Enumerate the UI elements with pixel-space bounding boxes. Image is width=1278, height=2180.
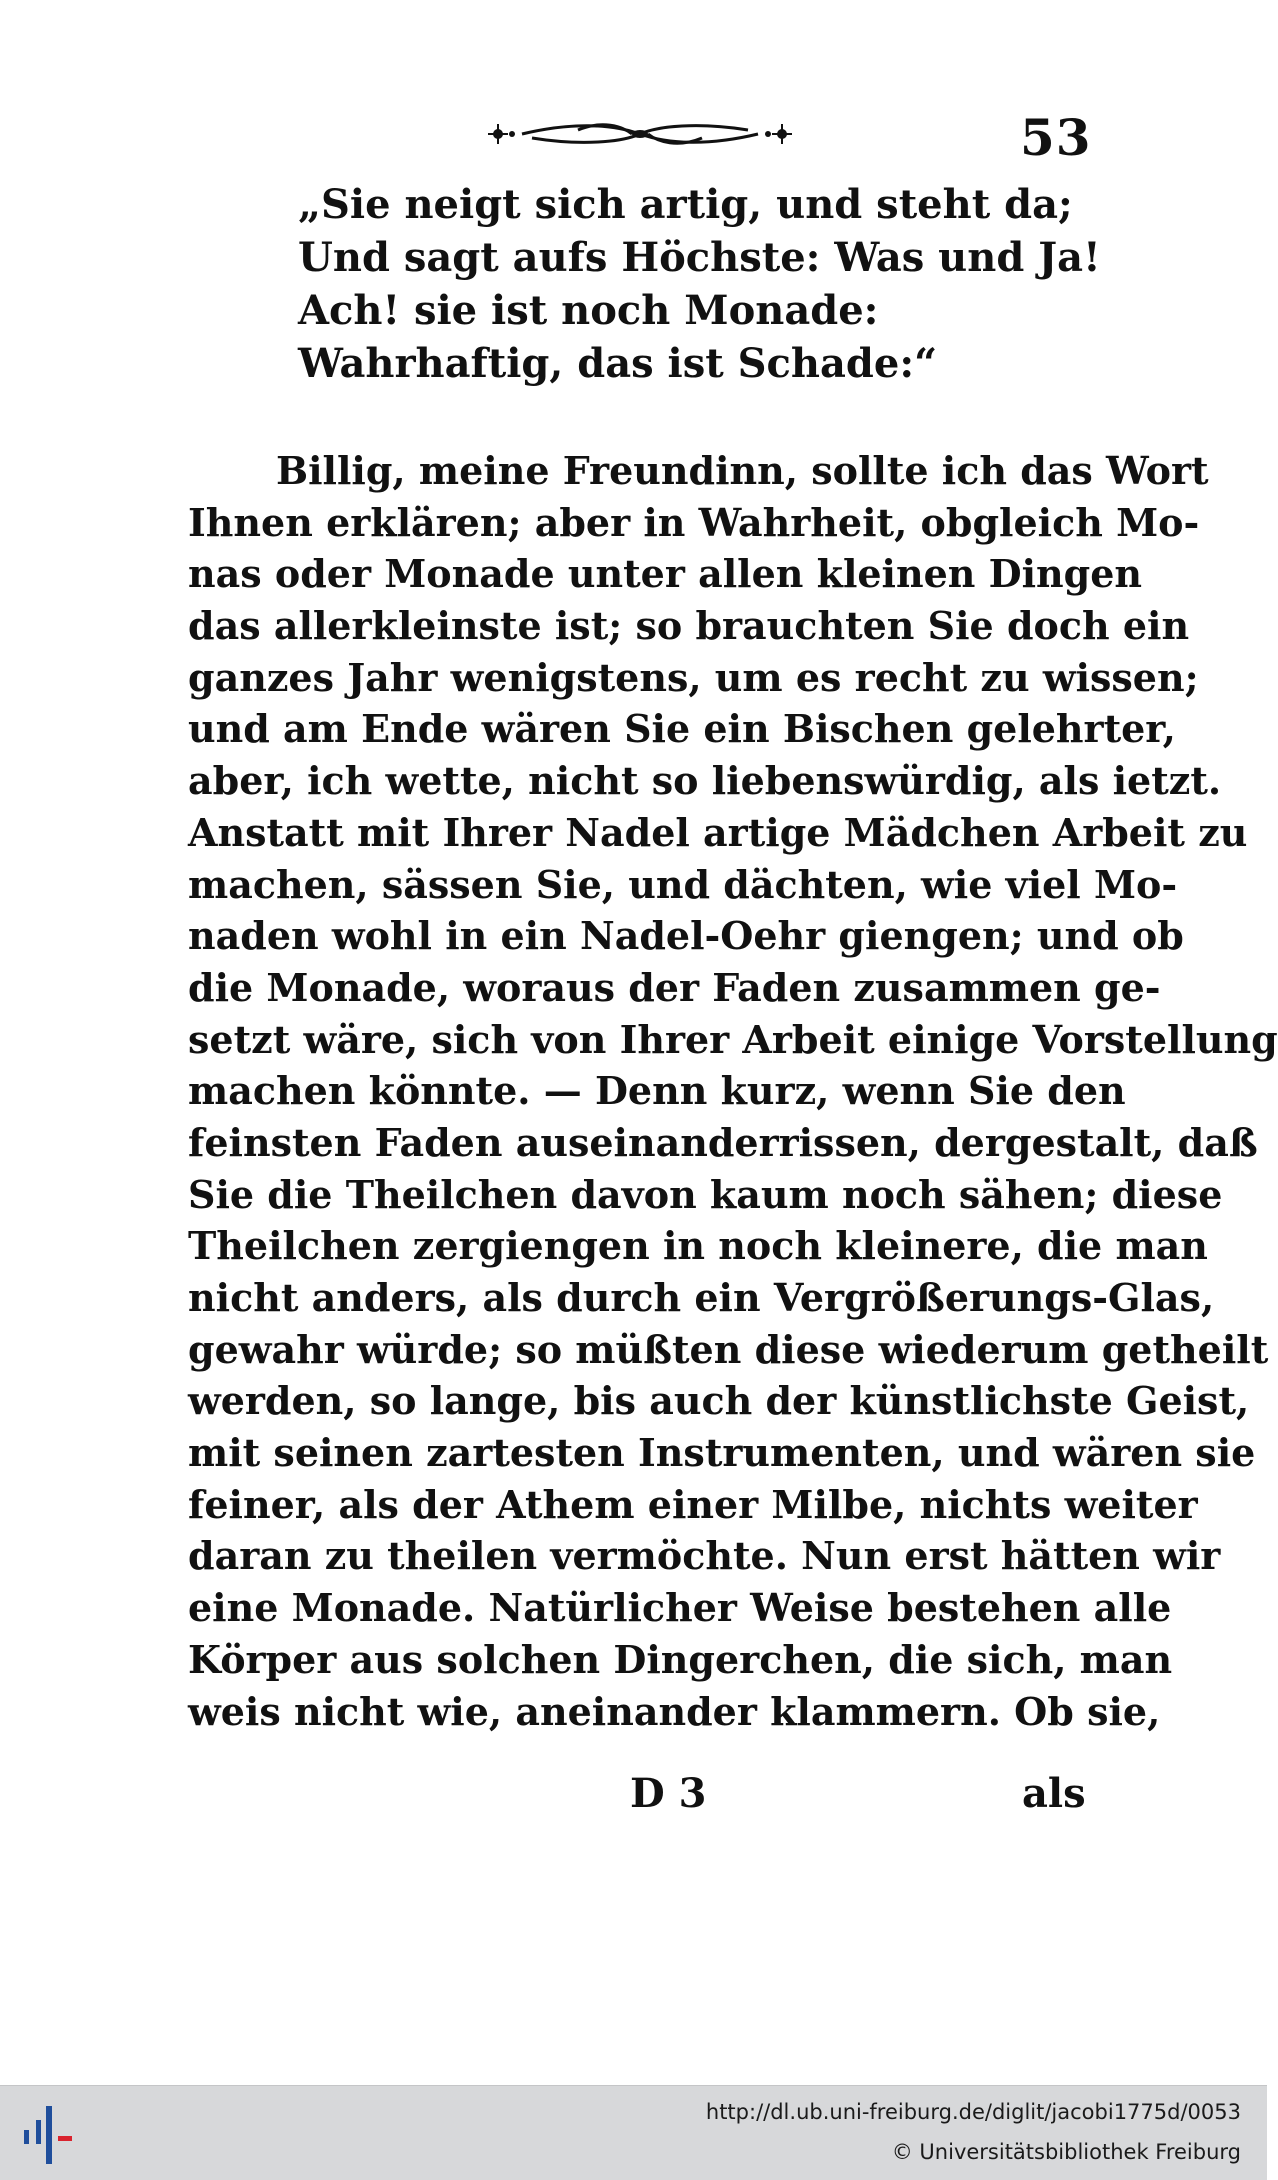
signature-mark: D 3 bbox=[630, 1770, 707, 1817]
prose-line: Körper aus solchen Dingerchen, die sich, man bbox=[188, 1636, 1173, 1682]
prose-line: feinsten Faden auseinanderrissen, dergestalt, daß bbox=[188, 1119, 1258, 1165]
library-logo-icon[interactable] bbox=[20, 2106, 76, 2164]
prose-line: Anstatt mit Ihrer Nadel artige Mädchen Arbeit zu bbox=[188, 809, 1248, 855]
prose-line: gewahr würde; so müßten diese wiederum getheilt bbox=[188, 1326, 1269, 1372]
prose-line: machen könnte. — Denn kurz, wenn Sie den bbox=[188, 1068, 1126, 1114]
verse-line: „Sie neigt sich artig, und steht da; bbox=[298, 181, 1073, 228]
prose-line: Sie die Theilchen davon kaum noch sähen; diese bbox=[188, 1171, 1223, 1217]
verse-line: Wahrhaftig, das ist Schade:“ bbox=[298, 340, 938, 387]
ornament-divider-icon bbox=[482, 112, 798, 156]
prose-line: das allerkleinste ist; so brauchten Sie doch ein bbox=[188, 603, 1190, 649]
prose-line: ganzes Jahr wenigstens, um es recht zu wissen; bbox=[188, 654, 1199, 700]
prose-line: eine Monade. Natürlicher Weise bestehen alle bbox=[188, 1585, 1172, 1631]
prose-paragraph bbox=[188, 445, 1278, 1737]
prose-line: nas oder Monade unter allen kleinen Dingen bbox=[188, 551, 1143, 597]
verse-line: Und sagt aufs Höchste: Was und Ja! bbox=[298, 234, 1101, 281]
prose-line: mit seinen zartesten Instrumenten, und wären sie bbox=[188, 1430, 1256, 1476]
page-number: 53 bbox=[1020, 108, 1092, 167]
footer-bar bbox=[0, 2085, 1267, 2180]
prose-line: Theilchen zergiengen in noch kleinere, die man bbox=[188, 1223, 1208, 1269]
prose-line: Billig, meine Freundinn, sollte ich das Wort bbox=[276, 448, 1209, 493]
prose-line: weis nicht wie, aneinander klammern. Ob sie, bbox=[188, 1688, 1161, 1734]
source-url-link[interactable]: http://dl.ub.uni-freiburg.de/diglit/jacobi1775d/0053 bbox=[705, 2100, 1241, 2124]
prose-line: naden wohl in ein Nadel-Oehr giengen; und ob bbox=[188, 913, 1184, 959]
prose-line: feiner, als der Athem einer Milbe, nichts weiter bbox=[188, 1481, 1198, 1527]
prose-line: werden, so lange, bis auch der künstlichste Geist, bbox=[188, 1378, 1250, 1424]
prose-line: aber, ich wette, nicht so liebenswürdig, als ietzt. bbox=[188, 758, 1222, 804]
verse-block bbox=[298, 178, 1101, 390]
prose-line: nicht anders, als durch ein Vergrößerungs-Glas, bbox=[188, 1275, 1215, 1320]
prose-line: die Monade, woraus der Faden zusammen ge- bbox=[188, 964, 1161, 1010]
prose-line: und am Ende wären Sie ein Bischen gelehrter, bbox=[188, 706, 1176, 752]
prose-line: setzt wäre, sich von Ihrer Arbeit einige Vorstellung bbox=[188, 1016, 1278, 1062]
copyright-notice: © Universitätsbibliothek Freiburg bbox=[891, 2140, 1241, 2164]
verse-line: Ach! sie ist noch Monade: bbox=[298, 287, 879, 334]
prose-line: Ihnen erklären; aber in Wahrheit, obgleich Mo- bbox=[188, 499, 1200, 545]
catchword: als bbox=[1022, 1770, 1086, 1817]
prose-line: daran zu theilen vermöchte. Nun erst hätten wir bbox=[188, 1533, 1221, 1579]
prose-line: machen, sässen Sie, und dächten, wie viel Mo- bbox=[188, 861, 1178, 907]
